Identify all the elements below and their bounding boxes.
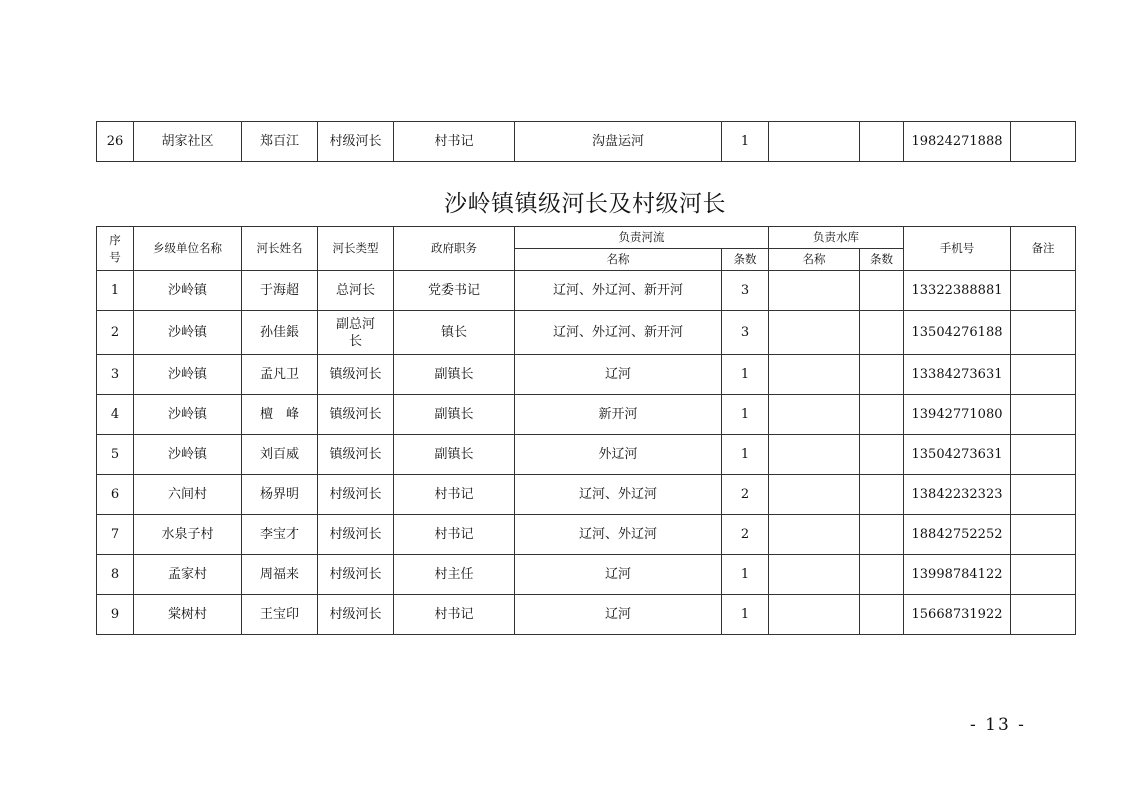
cell-name: 王宝印: [242, 595, 318, 635]
cell-phone: 13504276188: [904, 311, 1011, 355]
cell-river: 新开河: [515, 395, 722, 435]
cell-name: 刘百威: [242, 435, 318, 475]
cell-note: [1011, 311, 1076, 355]
cell-phone: 15668731922: [904, 595, 1011, 635]
cell-river-count: 3: [722, 271, 769, 311]
cell-phone: 19824271888: [904, 122, 1011, 162]
table-row: [97, 435, 1076, 475]
header-river-group: 负责河流: [515, 227, 769, 249]
cell-river-count: 1: [722, 122, 769, 162]
table-row: [97, 355, 1076, 395]
cell-reservoir-count: [860, 555, 904, 595]
cell-type: 镇级河长: [318, 355, 394, 395]
cell-position: 村书记: [394, 122, 515, 162]
cell-unit: 六间村: [134, 475, 242, 515]
cell-river: 辽河、外辽河: [515, 515, 722, 555]
cell-phone: 13942771080: [904, 395, 1011, 435]
cell-no: 26: [97, 122, 134, 162]
cell-reservoir-count: [860, 271, 904, 311]
cell-reservoir-count: [860, 595, 904, 635]
page-number: - 13 -: [970, 715, 1026, 735]
cell-reservoir-count: [860, 311, 904, 355]
cell-name: 杨界明: [242, 475, 318, 515]
header-row: [97, 227, 1076, 249]
cell-reservoir: [769, 475, 860, 515]
cell-river-count: 1: [722, 355, 769, 395]
cell-type: 镇级河长: [318, 395, 394, 435]
cell-no: 6: [97, 475, 134, 515]
cell-no: 5: [97, 435, 134, 475]
cell-note: [1011, 271, 1076, 311]
cell-position: 村书记: [394, 595, 515, 635]
cell-river: 沟盘运河: [515, 122, 722, 162]
previous-section-table: [96, 121, 1076, 162]
cell-unit: 棠树村: [134, 595, 242, 635]
cell-reservoir-count: [860, 435, 904, 475]
cell-reservoir: [769, 435, 860, 475]
cell-reservoir: [769, 271, 860, 311]
cell-reservoir: [769, 515, 860, 555]
cell-type: 村级河长: [318, 555, 394, 595]
cell-unit: 水泉子村: [134, 515, 242, 555]
cell-no: 7: [97, 515, 134, 555]
header-position: 政府职务: [394, 227, 515, 271]
cell-phone: 13842232323: [904, 475, 1011, 515]
cell-unit: 沙岭镇: [134, 355, 242, 395]
header-name: 河长姓名: [242, 227, 318, 271]
cell-no: 9: [97, 595, 134, 635]
cell-unit: 沙岭镇: [134, 395, 242, 435]
cell-phone: 13384273631: [904, 355, 1011, 395]
cell-reservoir-count: [860, 395, 904, 435]
cell-unit: 胡家社区: [134, 122, 242, 162]
cell-name: 于海超: [242, 271, 318, 311]
cell-river: 辽河、外辽河、新开河: [515, 271, 722, 311]
cell-reservoir: [769, 595, 860, 635]
table-row: [97, 271, 1076, 311]
cell-river: 辽河: [515, 355, 722, 395]
cell-no: 4: [97, 395, 134, 435]
cell-name: 檀 峰: [242, 395, 318, 435]
table-row: [97, 555, 1076, 595]
cell-position: 镇长: [394, 311, 515, 355]
cell-position: 副镇长: [394, 435, 515, 475]
cell-name: 孟凡卫: [242, 355, 318, 395]
cell-type: 村级河长: [318, 515, 394, 555]
cell-position: 村书记: [394, 475, 515, 515]
cell-type: 副总河 长: [318, 311, 394, 355]
cell-unit: 沙岭镇: [134, 311, 242, 355]
cell-reservoir: [769, 395, 860, 435]
header-river-count: 条数: [722, 249, 769, 271]
cell-type: 镇级河长: [318, 435, 394, 475]
cell-reservoir: [769, 122, 860, 162]
cell-no: 1: [97, 271, 134, 311]
cell-unit: 沙岭镇: [134, 435, 242, 475]
cell-river-count: 3: [722, 311, 769, 355]
cell-name: 周福来: [242, 555, 318, 595]
header-phone: 手机号: [904, 227, 1011, 271]
cell-reservoir-count: [860, 122, 904, 162]
cell-position: 副镇长: [394, 395, 515, 435]
cell-note: [1011, 435, 1076, 475]
cell-position: 党委书记: [394, 271, 515, 311]
cell-reservoir-count: [860, 475, 904, 515]
cell-name: 李宝才: [242, 515, 318, 555]
cell-note: [1011, 515, 1076, 555]
cell-no: 8: [97, 555, 134, 595]
header-reservoir-count: 条数: [860, 249, 904, 271]
cell-reservoir-count: [860, 515, 904, 555]
header-unit: 乡级单位名称: [134, 227, 242, 271]
cell-phone: 13322388881: [904, 271, 1011, 311]
cell-note: [1011, 475, 1076, 515]
cell-river-count: 1: [722, 435, 769, 475]
cell-reservoir: [769, 311, 860, 355]
table-row: [97, 122, 1076, 162]
section-title: 沙岭镇镇级河长及村级河长: [444, 191, 726, 217]
header-no: 序 号: [97, 227, 134, 271]
cell-river-count: 1: [722, 395, 769, 435]
cell-name: 郑百江: [242, 122, 318, 162]
cell-reservoir: [769, 355, 860, 395]
table-row: [97, 475, 1076, 515]
river-chief-table: [96, 226, 1076, 635]
cell-river: 外辽河: [515, 435, 722, 475]
cell-type: 村级河长: [318, 122, 394, 162]
cell-no: 3: [97, 355, 134, 395]
table-row: [97, 515, 1076, 555]
cell-position: 副镇长: [394, 355, 515, 395]
cell-name: 孙佳鋹: [242, 311, 318, 355]
table-row: [97, 395, 1076, 435]
cell-note: [1011, 122, 1076, 162]
cell-no: 2: [97, 311, 134, 355]
cell-river: 辽河、外辽河、新开河: [515, 311, 722, 355]
cell-river: 辽河: [515, 555, 722, 595]
cell-river: 辽河、外辽河: [515, 475, 722, 515]
cell-note: [1011, 595, 1076, 635]
cell-river: 辽河: [515, 595, 722, 635]
cell-type: 村级河长: [318, 595, 394, 635]
cell-type: 村级河长: [318, 475, 394, 515]
cell-phone: 13998784122: [904, 555, 1011, 595]
cell-river-count: 2: [722, 475, 769, 515]
cell-note: [1011, 555, 1076, 595]
cell-type: 总河长: [318, 271, 394, 311]
table-row: [97, 311, 1076, 355]
cell-note: [1011, 395, 1076, 435]
cell-position: 村书记: [394, 515, 515, 555]
table-row: [97, 595, 1076, 635]
header-reservoir-group: 负责水库: [769, 227, 904, 249]
header-river-name: 名称: [515, 249, 722, 271]
cell-river-count: 1: [722, 555, 769, 595]
cell-unit: 孟家村: [134, 555, 242, 595]
header-type: 河长类型: [318, 227, 394, 271]
cell-unit: 沙岭镇: [134, 271, 242, 311]
cell-position: 村主任: [394, 555, 515, 595]
header-reservoir-name: 名称: [769, 249, 860, 271]
cell-reservoir: [769, 555, 860, 595]
cell-river-count: 2: [722, 515, 769, 555]
header-note: 备注: [1011, 227, 1076, 271]
cell-note: [1011, 355, 1076, 395]
cell-phone: 18842752252: [904, 515, 1011, 555]
cell-phone: 13504273631: [904, 435, 1011, 475]
cell-reservoir-count: [860, 355, 904, 395]
cell-river-count: 1: [722, 595, 769, 635]
